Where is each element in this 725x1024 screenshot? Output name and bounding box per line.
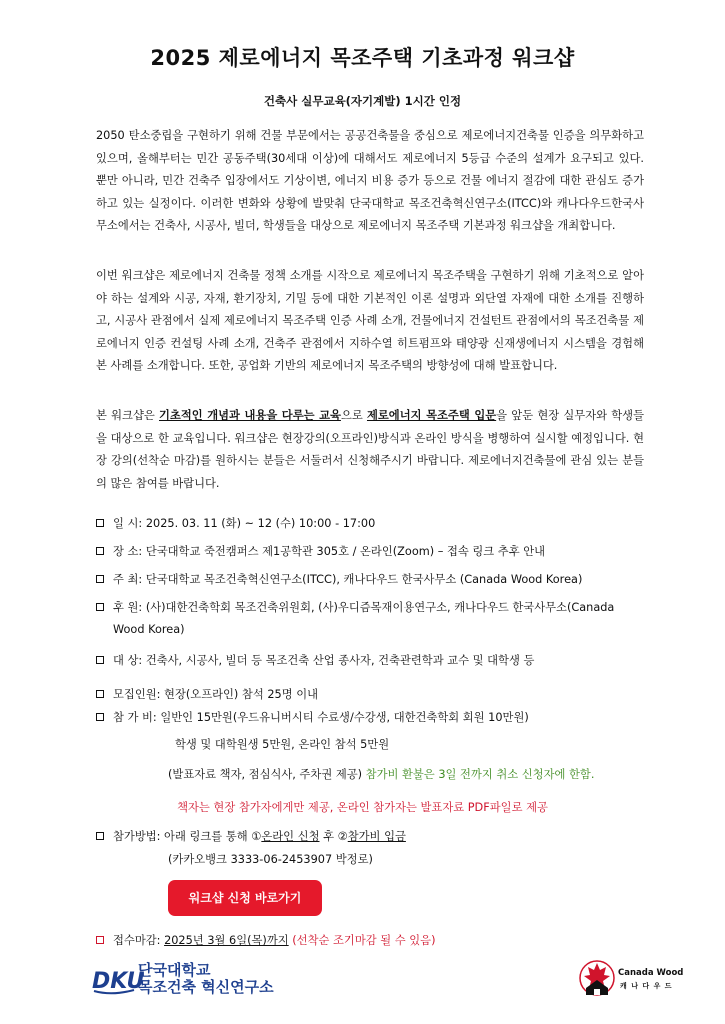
detail-capacity-text: 모집인원: 현장(오프라인) 참석 25명 이내 [113,688,319,701]
deadline-label: 접수마감: [113,934,165,947]
detail-host [96,569,656,591]
detail-fee [96,707,656,729]
detail-sponsor [96,597,656,619]
intro-paragraph-1: 2050 탄소중립을 구현하기 위해 건물 부문에서는 공공건축물을 중심으로 제로에너지건축물 인증을 의무화하고 있으며, 올해부터는 민간 공동주택(30세대 이상)에 대해서도 제로에너지 5등급 수준의 설계가 요구되고 있다. 뿐만 아니라, 민간 건축주 입장에서도 기상이변, 에너지 비용 증가 등으로 건물 에너지 절감에 대한 관심도 증가하고 있는 실정이다. 이러한 변화와 상황에 발맞춰 단국대학교 목조건축혁신연구소(ITCC)와 캐나다우드한국사무소에서는 건축사, 시공사, 빌더, 학생들을 대상으로 제로에너지 목조주택 기본과정 워크샵을 개최합니다. [96,129,644,233]
checkbox-icon [96,690,104,698]
p3-text-e: 을 앞둔 현장 실무자와 학생들을 대상으로 한 교육입니다. 워크샵은 현장강의(오프라인)방식과 온라인 방식을 병행하여 실시할 예정입니다. 현장 강의(선착순 마감)를 원하시는 분들은 서둘러서 신청해주시기 바랍니다. 제로에너지건축물에 관심 있는 분들의 많은 참여를 바랍니다. [96,409,644,490]
fee-note-text: (발표자료 책자, 점심식사, 주차권 제공) [168,768,366,781]
detail-target-text: 대 상: 건축사, 시공사, 빌더 등 목조건축 산업 종사자, 건축관련학과 교수 및 대학생 등 [113,654,535,667]
page-title: 2025 제로에너지 목조주택 기초과정 워크샵 [150,46,575,70]
intro-paragraph-2: 이번 워크샵은 제로에너지 건축물 정책 소개를 시작으로 제로에너지 목조주택을 구현하기 위해 기초적으로 알아야 하는 설계와 시공, 자재, 환기장치, 기밀 등에 대한 기본적인 이론 설명과 외단열 자재에 대한 소개를 진행하고, 시공사 관점에서 실제 제로에너지 목조주택 인증 사례 소개, 건물에너지 건설턴트 관점에서의 목조건축물 제로에너지 인증 컨설팅 사례 소개, 건축주 관점에서 지하수열 히트펌프와 태양광 신재생에너지 시스템을 경험해본 사례를 소개합니다. 또한, 공업화 기반의 제로에너지 목조주택의 방향성에 대해 발표합니다. [96,269,644,373]
refund-policy-text: 참가비 환불은 3일 전까지 취소 신청자에 한함. [365,768,595,781]
bank-account: (카카오뱅크 3333-06-2453907 박정로) [168,853,373,866]
canada-wood-logo [578,958,688,1002]
online-apply-link[interactable]: 온라인 신청 [261,830,320,843]
detail-capacity [96,684,656,706]
detail-method [96,826,656,848]
p3-text-a: 본 워크샵은 [96,409,159,422]
method-text-c: 후 ② [319,830,348,843]
dku-institute: 목조건축 혁신연구소 [138,978,274,996]
detail-host-text: 주 최: 단국대학교 목조건축혁신연구소(ITCC), 캐나다우드 한국사무소 (Canada Wood Korea) [113,573,583,586]
svg-text:DKU: DKU [92,969,145,994]
booklet-notice: 책자는 현장 참가자에게만 제공, 온라인 참가자는 발표자료 PDF파일로 제공 [177,801,548,814]
page-subtitle: 건축사 실무교육(자기계발) 1시간 인정 [263,94,462,108]
checkbox-icon [96,936,104,944]
p3-highlight-intro: 제로에너지 목조주택 입문 [366,409,497,422]
p3-highlight-basics: 기초적인 개념과 내용을 다루는 교육 [159,409,341,422]
checkbox-icon [96,832,104,840]
canada-wood-name: Canada Wood [618,968,684,978]
checkbox-icon [96,575,104,583]
checkbox-icon [96,519,104,527]
p3-text-c: 으로 [340,409,367,422]
detail-sponsor-text-1: 후 원: (사)대한건축학회 목조건축위원회, (사)우디즘목재이용연구소, 캐나다우드 한국사무소(Canada [113,601,615,614]
detail-sponsor-text-2: Wood Korea) [113,623,185,636]
detail-fee-text-1: 참 가 비: 일반인 15만원(우드유니버시티 수료생/수강생, 대한건축학회 회원 10만원) [113,711,529,724]
detail-date-text: 일 시: 2025. 03. 11 (화) ~ 12 (수) 10:00 - 17:00 [113,517,376,530]
checkbox-icon [96,713,104,721]
workshop-apply-button[interactable]: 워크샵 신청 바로가기 [168,880,322,916]
detail-place-text: 장 소: 단국대학교 죽전캠퍼스 제1공학관 305호 / 온라인(Zoom) – 접속 링크 추후 안내 [113,545,546,558]
checkbox-icon [96,603,104,611]
dku-name: 단국대학교 [138,961,211,979]
method-text-a: 참가방법: 아래 링크를 통해 ① [113,830,262,843]
intro-paragraph-3 [96,405,644,495]
dku-logo-text [138,962,274,996]
deadline-date: 2025년 3월 6일(목)까지 [164,934,289,947]
detail-target [96,650,656,672]
dku-logo [92,960,292,1000]
deadline-note: (선착순 조기마감 될 수 있음) [288,934,436,947]
detail-place [96,541,656,563]
fee-payment-text: 참가비 입금 [347,830,406,843]
checkbox-icon [96,656,104,664]
checkbox-icon [96,547,104,555]
canada-wood-korean: 캐 나 다 우 드 [620,982,673,990]
maple-house-icon [578,958,616,998]
detail-fee-note [168,764,594,786]
detail-fee-text-2: 학생 및 대학원생 5만원, 온라인 참석 5만원 [175,738,390,751]
detail-deadline [96,930,656,952]
dku-emblem-icon [92,960,145,996]
detail-date [96,513,656,535]
